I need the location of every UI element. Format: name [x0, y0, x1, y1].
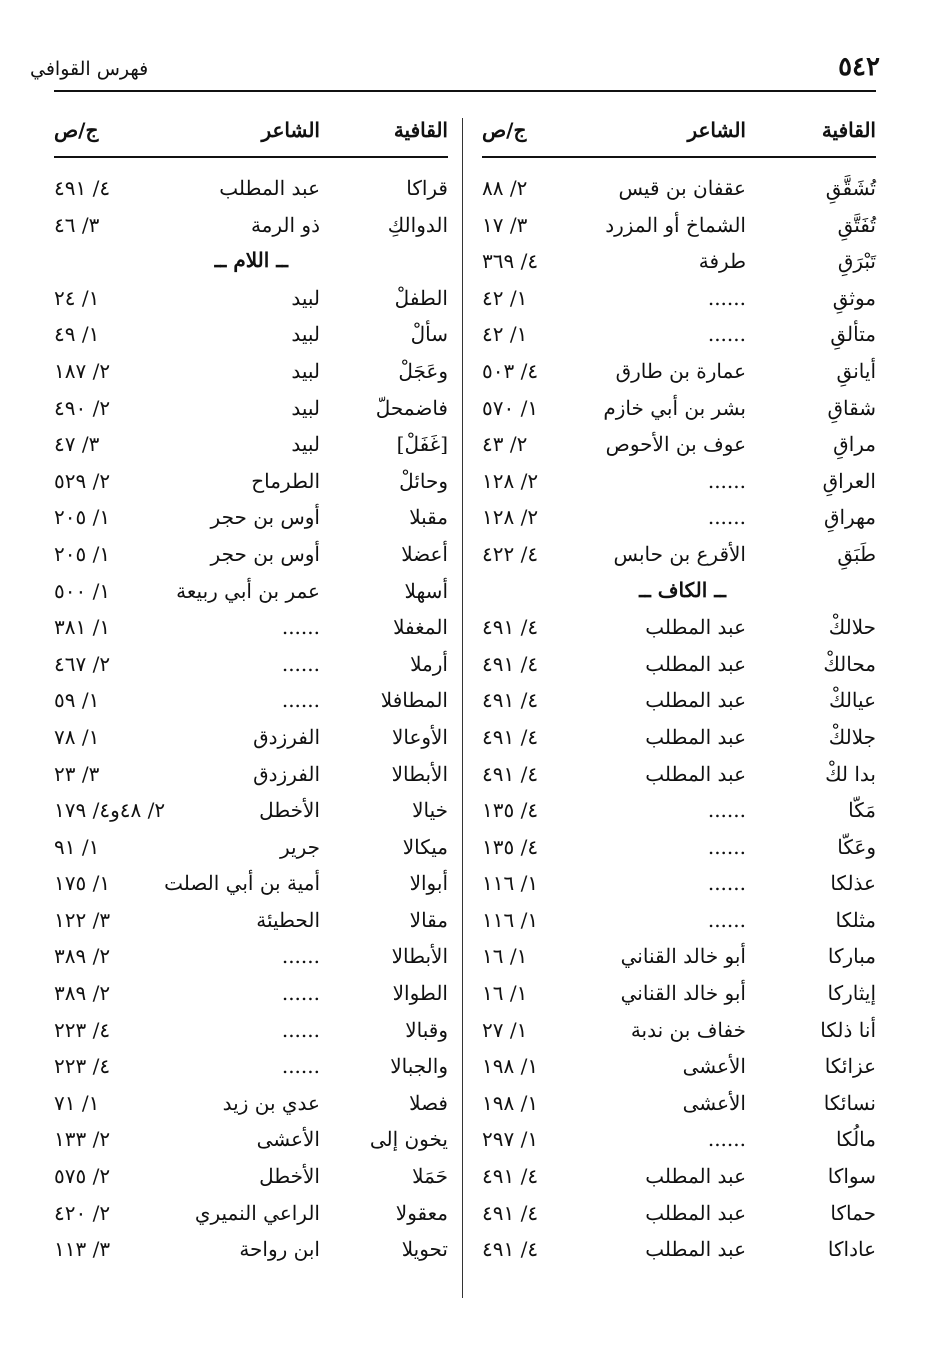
rhyme-cell: الأبطالا	[391, 944, 448, 969]
rhyme-cell: تحويلا	[401, 1237, 448, 1262]
index-row	[482, 648, 876, 685]
rhyme-cell: الأوعالا	[391, 724, 448, 749]
reference-cell: ٢/ ٣٨٩	[54, 944, 111, 969]
rhyme-cell: أعضلا	[401, 541, 448, 566]
reference-cell: ٣/ ١٢٢	[54, 907, 111, 932]
poet-cell: لبيد	[291, 432, 320, 457]
index-row	[482, 501, 876, 538]
reference-cell: ١/ ١١٦	[482, 871, 539, 896]
poet-cell: الفرزدق	[253, 724, 320, 749]
rhyme-cell: مثلكا	[835, 907, 876, 932]
index-row	[482, 428, 876, 465]
reference-cell: ١/ ١٦	[482, 944, 528, 969]
rhyme-cell: حلالكْ	[828, 615, 876, 640]
rhyme-cell: العراقِ	[822, 468, 876, 493]
rhyme-cell: مَكّا	[848, 798, 876, 823]
rhyme-cell: مراقِ	[833, 432, 876, 457]
rhyme-cell: أرملا	[410, 651, 448, 676]
poet-cell: عبد المطلب	[645, 724, 746, 749]
index-row	[54, 392, 448, 429]
poet-cell: عبد المطلب	[645, 1164, 746, 1189]
left-rows	[54, 172, 448, 1270]
reference-cell: ١/ ٩١	[54, 834, 100, 859]
poet-header: الشاعر	[261, 118, 320, 142]
index-row	[482, 1123, 876, 1160]
reference-cell: ٤/ ٢٢٣	[54, 1054, 111, 1079]
rhyme-cell: مباركا	[827, 944, 876, 969]
index-row	[482, 611, 876, 648]
rhyme-header: القافية	[393, 118, 448, 142]
rhyme-cell: فصلا	[409, 1090, 448, 1115]
reference-cell: ١/ ٢٧	[482, 1017, 528, 1042]
reference-cell: ١/ ٧٨	[54, 724, 100, 749]
rhyme-cell: الطوالا	[392, 981, 448, 1006]
reference-cell: ٣/ ١٧	[482, 212, 528, 237]
poet-cell: عبد المطلب	[645, 615, 746, 640]
section-heading-label: ــ اللام ــ	[214, 248, 288, 273]
reference-cell: ١/ ٧١	[54, 1090, 100, 1115]
rhyme-cell: عيالكْ	[828, 688, 876, 713]
rhyme-cell: الدوالكِ	[387, 212, 448, 237]
rhyme-cell: موثقِ	[832, 285, 876, 310]
rhyme-cell: مهراقِ	[823, 505, 876, 530]
rhyme-cell: أبوالا	[409, 871, 448, 896]
index-row	[482, 1160, 876, 1197]
index-row	[54, 428, 448, 465]
rhyme-cell: المغفلا	[393, 615, 448, 640]
rhyme-cell: محالكْ	[823, 651, 876, 676]
index-row	[54, 1050, 448, 1087]
reference-cell: ٢/ ٤٢٠	[54, 1200, 111, 1225]
poet-cell: عبد المطلب	[645, 761, 746, 786]
rhyme-cell: عزائكا	[824, 1054, 876, 1079]
index-row	[54, 355, 448, 392]
reference-cell: ٢/ ٥٧٥	[54, 1164, 111, 1189]
reference-cell: ١/ ٤٢	[482, 285, 528, 310]
index-row	[482, 758, 876, 795]
poet-cell: أبو خالد القناني	[620, 944, 746, 969]
poet-cell: الحطيئة	[256, 907, 320, 932]
poet-cell: ......	[281, 1017, 320, 1042]
reference-cell: ٢/ ٤٨و٤/ ١٧٩	[54, 798, 166, 823]
reference-cell: ٤/ ٥٠٣	[482, 358, 539, 383]
index-row	[482, 538, 876, 575]
index-row	[482, 392, 876, 429]
index-row	[482, 721, 876, 758]
poet-cell: طرفة	[698, 249, 746, 274]
poet-cell: خفاف بن ندبة	[630, 1017, 746, 1042]
poet-cell: ......	[707, 505, 746, 530]
reference-cell: ٢/ ٤٦٧	[54, 651, 111, 676]
section-heading	[54, 245, 448, 282]
poet-cell: ......	[707, 871, 746, 896]
poet-cell: أبو خالد القناني	[620, 981, 746, 1006]
index-row	[54, 318, 448, 355]
rhyme-cell: وعَجَلْ	[398, 358, 448, 383]
rhyme-cell: مقالا	[409, 907, 448, 932]
rhyme-cell: الأبطالا	[391, 761, 448, 786]
index-row	[482, 282, 876, 319]
rhyme-cell: أسهلا	[404, 578, 448, 603]
poet-cell: أمية بن أبي الصلت	[164, 871, 320, 896]
reference-cell: ٢/ ٤٩٠	[54, 395, 111, 420]
index-row	[54, 831, 448, 868]
index-row	[54, 904, 448, 941]
index-row	[482, 1014, 876, 1051]
reference-cell: ٢/ ٣٨٩	[54, 981, 111, 1006]
column-header	[54, 110, 448, 154]
column-divider	[462, 118, 463, 1298]
index-row	[482, 867, 876, 904]
poet-cell: ......	[281, 944, 320, 969]
poet-cell: ذو الرمة	[250, 212, 320, 237]
reference-cell: ٢/ ٥٢٩	[54, 468, 111, 493]
reference-cell: ٤/ ١٣٥	[482, 834, 539, 859]
rhyme-cell: وقبالا	[405, 1017, 448, 1042]
index-row	[54, 867, 448, 904]
rhyme-cell: قراكا	[406, 176, 448, 200]
rhyme-cell: معقولا	[395, 1200, 448, 1225]
reference-cell: ١/ ٤٩	[54, 322, 100, 347]
poet-cell: بشر بن أبي خازم	[603, 395, 746, 420]
rhyme-cell: مالُكا	[835, 1127, 876, 1152]
rhyme-cell: [غَفَلْ]	[396, 432, 448, 457]
index-row	[54, 684, 448, 721]
poet-cell: ......	[707, 907, 746, 932]
index-row	[54, 1233, 448, 1270]
reference-cell: ٤/ ٤٩١	[482, 724, 539, 749]
column-header-rule	[54, 156, 448, 158]
poet-cell: عوف بن الأحوص	[605, 432, 746, 457]
reference-cell: ١/ ١٩٨	[482, 1054, 539, 1079]
reference-cell: ٢/ ١٨٧	[54, 358, 111, 383]
poet-cell: عبد المطلب	[645, 651, 746, 676]
section-heading-label: ــ الكاف ــ	[639, 577, 726, 602]
poet-cell: ......	[281, 981, 320, 1006]
poet-cell: ابن رواحة	[239, 1237, 320, 1262]
index-row	[482, 172, 876, 209]
reference-cell: ١/ ١٧٥	[54, 871, 111, 896]
reference-cell: ١/ ٤٢	[482, 322, 528, 347]
poet-cell: ......	[707, 322, 746, 347]
index-row	[54, 282, 448, 319]
rhyme-cell: طَبَقِ	[837, 541, 876, 566]
rhyme-cell: سألْ	[410, 322, 448, 347]
running-title: فهرس القوافي	[30, 58, 149, 80]
poet-header: الشاعر	[687, 118, 746, 142]
poet-cell: الأخطل	[259, 1164, 320, 1189]
reference-cell: ٢/ ٨٨	[482, 176, 528, 200]
poet-cell: الطرماح	[251, 468, 320, 493]
left-index-column	[54, 110, 448, 1262]
poet-cell: عبد المطلب	[219, 176, 320, 200]
reference-cell: ١/ ٢٤	[54, 285, 100, 310]
rhyme-cell: نسائكا	[823, 1090, 876, 1115]
reference-cell: ٤/ ٤٩١	[482, 1200, 539, 1225]
rhyme-cell: بدا لكْ	[825, 761, 876, 786]
reference-cell: ٤/ ٤٩١	[482, 1164, 539, 1189]
reference-header: ج/ص	[482, 118, 527, 142]
poet-cell: ......	[707, 1127, 746, 1152]
poet-cell: الأعشى	[682, 1054, 746, 1079]
index-row	[482, 794, 876, 831]
reference-cell: ٤/ ٤٩١	[482, 761, 539, 786]
poet-cell: عدي بن زيد	[222, 1090, 320, 1115]
poet-cell: الأقرع بن حابس	[613, 541, 746, 566]
poet-cell: الشماخ أو المزرد	[605, 212, 746, 237]
reference-cell: ٤/ ٣٦٩	[482, 249, 539, 274]
rhyme-cell: حَمَلا	[412, 1164, 448, 1189]
reference-cell: ٢/ ٤٣	[482, 432, 528, 457]
poet-cell: عبد المطلب	[645, 688, 746, 713]
poet-cell: لبيد	[291, 395, 320, 420]
right-rows	[482, 172, 876, 1270]
poet-cell: لبيد	[291, 322, 320, 347]
index-row	[482, 465, 876, 502]
poet-cell: ......	[281, 688, 320, 713]
index-row	[482, 904, 876, 941]
reference-cell: ٣/ ٤٧	[54, 432, 100, 457]
poet-cell: الأخطل	[259, 798, 320, 823]
index-row	[482, 684, 876, 721]
rhyme-cell: جلالكْ	[828, 724, 876, 749]
reference-cell: ٢/ ١٣٣	[54, 1127, 111, 1152]
reference-cell: ١/ ٥٧٠	[482, 395, 539, 420]
poet-cell: عبد المطلب	[645, 1237, 746, 1262]
reference-cell: ١/ ٢٠٥	[54, 541, 111, 566]
rhyme-cell: عذلكا	[830, 871, 876, 896]
rhyme-cell: حماكا	[830, 1200, 876, 1225]
index-row	[482, 1197, 876, 1234]
index-row	[54, 611, 448, 648]
rhyme-cell: فاضمحلّ	[375, 395, 448, 420]
index-row	[482, 1050, 876, 1087]
poet-cell: ......	[707, 834, 746, 859]
poet-cell: عمارة بن طارق	[615, 358, 746, 383]
header-rule	[54, 90, 876, 92]
reference-cell: ١/ ٢٩٧	[482, 1127, 539, 1152]
reference-cell: ٤/ ٤٩١	[54, 176, 111, 200]
poet-cell: الفرزدق	[253, 761, 320, 786]
poet-cell: جرير	[280, 834, 320, 859]
rhyme-cell: أيانقِ	[836, 358, 876, 383]
index-row	[54, 209, 448, 246]
reference-cell: ٤/ ٤٩١	[482, 1237, 539, 1262]
index-row	[482, 355, 876, 392]
poet-cell: ......	[281, 615, 320, 640]
reference-cell: ٣/ ٤٦	[54, 212, 100, 237]
rhyme-cell: خيالا	[412, 798, 448, 823]
index-row	[54, 501, 448, 538]
rhyme-cell: تُشَقَّقِ	[825, 176, 876, 200]
index-row	[54, 575, 448, 612]
poet-cell: ......	[707, 798, 746, 823]
reference-cell: ٢/ ١٢٨	[482, 505, 539, 530]
reference-header: ج/ص	[54, 118, 99, 142]
index-row	[482, 1087, 876, 1124]
poet-cell: الأعشى	[256, 1127, 320, 1152]
page-number: ٥٤٢	[838, 52, 880, 82]
index-row	[54, 172, 448, 209]
rhyme-cell: يخون إلى	[369, 1127, 448, 1152]
index-row	[54, 1014, 448, 1051]
poet-cell: ......	[707, 468, 746, 493]
index-row	[54, 538, 448, 575]
reference-cell: ١/ ٣٨١	[54, 615, 111, 640]
section-heading	[482, 575, 876, 612]
index-row	[482, 1233, 876, 1270]
reference-cell: ١/ ٢٠٥	[54, 505, 111, 530]
column-header-rule	[482, 156, 876, 158]
rhyme-cell: مقبلا	[409, 505, 448, 530]
reference-cell: ٣/ ١١٣	[54, 1237, 111, 1262]
reference-cell: ١/ ٥٩	[54, 688, 100, 713]
rhyme-cell: تَبْرَقِ	[837, 249, 876, 274]
poet-cell: ......	[707, 285, 746, 310]
reference-cell: ١/ ١٦	[482, 981, 528, 1006]
poet-cell: عبد المطلب	[645, 1200, 746, 1225]
reference-cell: ٤/ ٢٢٣	[54, 1017, 111, 1042]
reference-cell: ١/ ١٩٨	[482, 1090, 539, 1115]
rhyme-cell: أنا ذلكا	[820, 1017, 876, 1042]
reference-cell: ٤/ ١٣٥	[482, 798, 539, 823]
reference-cell: ٣/ ٢٣	[54, 761, 100, 786]
rhyme-cell: إيثاركا	[827, 981, 876, 1006]
poet-cell: عمر بن أبي ربيعة	[176, 578, 320, 603]
index-row	[482, 977, 876, 1014]
index-row	[54, 648, 448, 685]
poet-cell: أوس بن حجر	[210, 541, 320, 566]
poet-cell: لبيد	[291, 358, 320, 383]
rhyme-cell: سواكا	[827, 1164, 876, 1189]
reference-cell: ٤/ ٤٩١	[482, 615, 539, 640]
index-row	[482, 831, 876, 868]
index-row	[482, 318, 876, 355]
rhyme-cell: المطافلا	[380, 688, 448, 713]
poet-cell: ......	[281, 651, 320, 676]
reference-cell: ١/ ١١٦	[482, 907, 539, 932]
reference-cell: ٤/ ٤٩١	[482, 651, 539, 676]
rhyme-cell: عاداكا	[827, 1237, 876, 1262]
index-row	[482, 209, 876, 246]
reference-cell: ١/ ٥٠٠	[54, 578, 111, 603]
index-row	[482, 940, 876, 977]
column-header	[482, 110, 876, 154]
poet-cell: ......	[281, 1054, 320, 1079]
reference-cell: ٤/ ٤٢٢	[482, 541, 539, 566]
index-row	[54, 977, 448, 1014]
poet-cell: لبيد	[291, 285, 320, 310]
right-index-column	[482, 110, 876, 1262]
index-row	[54, 721, 448, 758]
rhyme-cell: شقاقِ	[827, 395, 876, 420]
reference-cell: ٢/ ١٢٨	[482, 468, 539, 493]
poet-cell: أوس بن حجر	[210, 505, 320, 530]
index-row	[54, 465, 448, 502]
rhyme-cell: وعَكّا	[837, 834, 876, 859]
reference-cell: ٤/ ٤٩١	[482, 688, 539, 713]
rhyme-cell: متألقِ	[830, 322, 876, 347]
rhyme-cell: الطفلْ	[394, 285, 448, 310]
poet-cell: عقفان بن قيس	[618, 176, 746, 200]
index-row	[54, 758, 448, 795]
index-row	[482, 245, 876, 282]
poet-cell: الأعشى	[682, 1090, 746, 1115]
poet-cell: الراعي النميري	[194, 1200, 320, 1225]
index-row	[54, 1087, 448, 1124]
index-row	[54, 1197, 448, 1234]
rhyme-header: القافية	[821, 118, 876, 142]
index-row	[54, 1160, 448, 1197]
index-row	[54, 1123, 448, 1160]
rhyme-cell: وحائلْ	[399, 468, 448, 493]
index-row	[54, 940, 448, 977]
rhyme-cell: ميكالا	[402, 834, 448, 859]
rhyme-cell: والجبالا	[390, 1054, 448, 1079]
rhyme-cell: تُفَتَّقِ	[837, 212, 876, 237]
index-row	[54, 794, 448, 831]
